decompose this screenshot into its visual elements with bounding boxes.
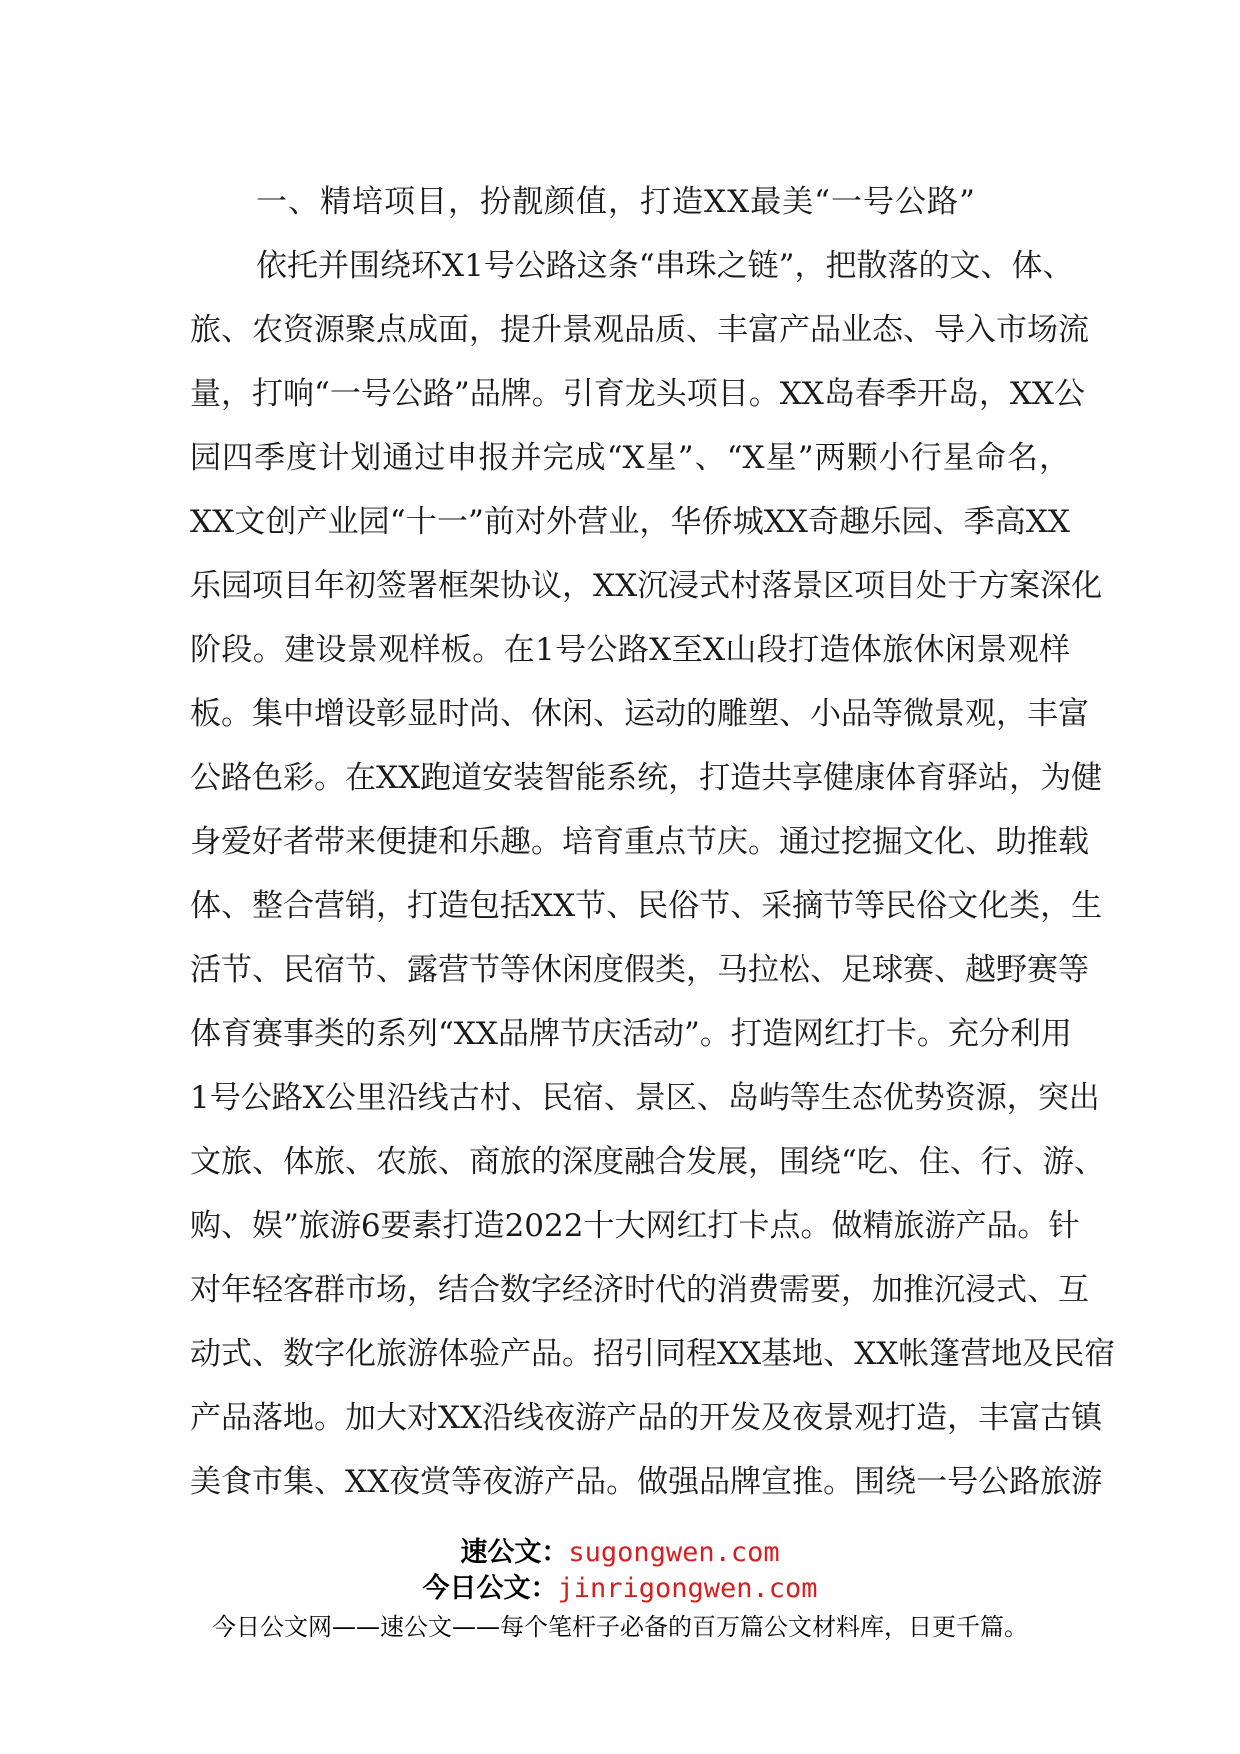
watermark-footer	[0, 1535, 1240, 1647]
paragraph-line: 体育赛事类的系列“XX品牌节庆活动”。打造网红打卡。充分利用	[190, 1016, 1072, 1052]
paragraph-line: 产品落地。加大对XX沿线夜游产品的开发及夜景观打造，丰富古镇	[190, 1400, 1103, 1436]
paragraph-line: 1号公路X公里沿线古村、民宿、景区、岛屿等生态优势资源，突出	[190, 1080, 1100, 1116]
paragraph-line: 购、娱”旅游6要素打造2022十大网红打卡点。做精旅游产品。针	[190, 1208, 1080, 1244]
section-heading: 一、精培项目，扮靓颜值，打造XX最美“一号公路”	[256, 184, 976, 220]
paragraph-line: 活节、民宿节、露营节等休闲度假类，马拉松、足球赛、越野赛等	[190, 952, 1089, 988]
paragraph-line: 身爱好者带来便捷和乐趣。培育重点节庆。通过挖掘文化、助推载	[190, 824, 1089, 860]
footer-site-2-link[interactable]: jinrigongwen.com	[557, 1573, 818, 1604]
footer-site-1-label: 速公文：	[460, 1537, 569, 1568]
paragraph-line: 公路色彩。在XX跑道安装智能系统，打造共享健康体育驿站，为健	[190, 760, 1103, 796]
footer-tagline: 今日公文网——速公文——每个笔杆子必备的百万篇公文材料库，日更千篇。	[212, 1613, 1028, 1641]
footer-site-2	[0, 1571, 1240, 1607]
paragraph-line: 园四季度计划通过申报并完成“X星”、“X星”两颗小行星命名，	[190, 440, 1070, 476]
paragraph-line: 美食市集、XX夜赏等夜游产品。做强品牌宣推。围绕一号公路旅游	[190, 1464, 1103, 1500]
paragraph-line: 依托并围绕环X1号公路这条“串珠之链”，把散落的文、体、	[256, 248, 1074, 284]
footer-site-1	[0, 1535, 1240, 1571]
paragraph-line: 文旅、体旅、农旅、商旅的深度融合发展，围绕“吃、住、行、游、	[190, 1144, 1105, 1180]
paragraph-line: 体、整合营销，打造包括XX节、民俗节、采摘节等民俗文化类，生	[190, 888, 1103, 924]
paragraph-line: XX文创产业园“十一”前对外营业，华侨城XX奇趣乐园、季高XX	[190, 504, 1070, 540]
paragraph-line: 乐园项目年初签署框架协议，XX沉浸式村落景区项目处于方案深化	[190, 568, 1103, 604]
paragraph-line: 动式、数字化旅游体验产品。招引同程XX基地、XX帐篷营地及民宿	[190, 1336, 1116, 1372]
footer-site-2-label: 今日公文：	[422, 1573, 558, 1604]
paragraph-line: 旅、农资源聚点成面，提升景观品质、丰富产品业态、导入市场流	[190, 312, 1089, 348]
body-paragraph	[190, 234, 1116, 1514]
paragraph-line: 量，打响“一号公路”品牌。引育龙头项目。XX岛春季开岛，XX公	[190, 376, 1085, 412]
paragraph-line: 板。集中增设彰显时尚、休闲、运动的雕塑、小品等微景观，丰富	[190, 696, 1089, 732]
paragraph-line: 阶段。建设景观样板。在1号公路X至X山段打造体旅休闲景观样	[190, 632, 1070, 668]
footer-site-1-link[interactable]: sugongwen.com	[568, 1537, 780, 1568]
paragraph-line: 对年轻客群市场，结合数字经济时代的消费需要，加推沉浸式、互	[190, 1272, 1089, 1308]
